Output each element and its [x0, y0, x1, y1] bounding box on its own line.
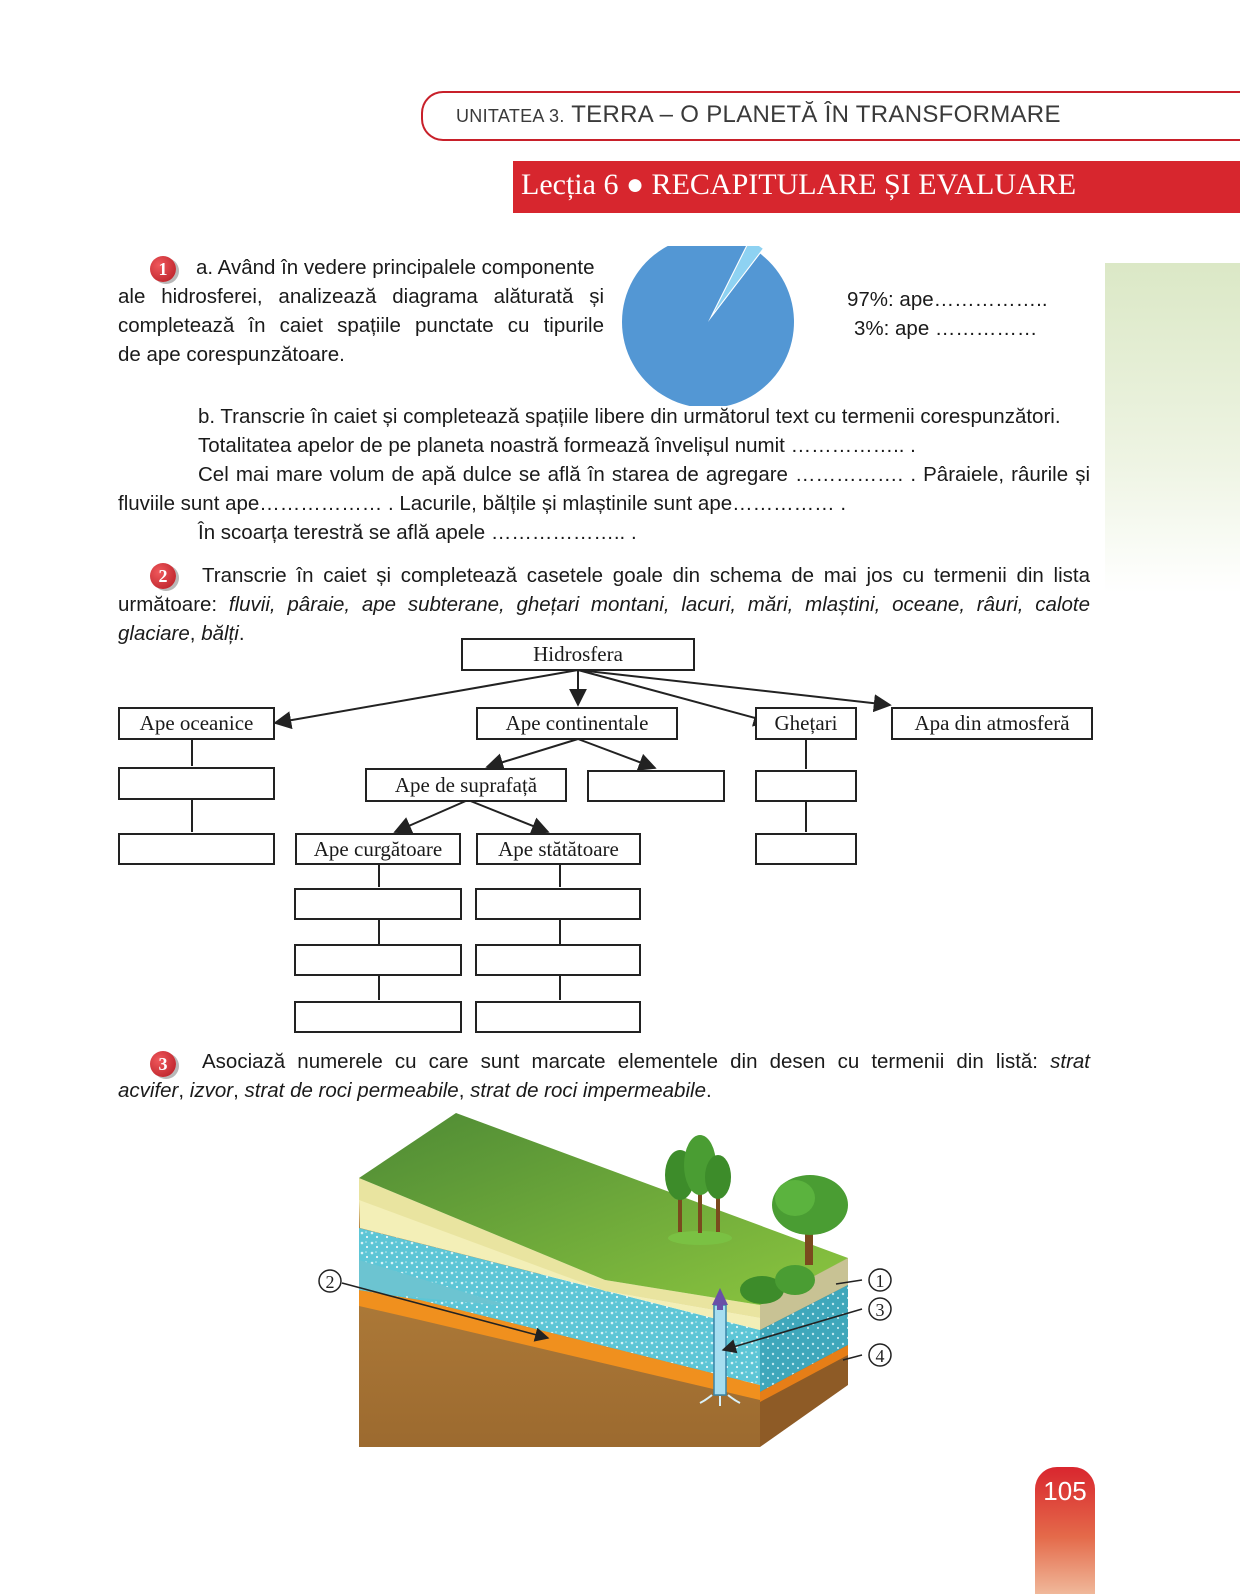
marker-1: [869, 1269, 891, 1291]
ex2-line3: glaciare, bălți.: [118, 622, 245, 645]
exercise-2-badge: 2: [150, 563, 176, 589]
ex1a-line1: a. Având în vedere principalele componente: [196, 256, 595, 279]
exercise-1-badge: 1: [150, 256, 176, 282]
ex1a-line3: completează în caiet spațiile punctate cu tipurile: [118, 314, 604, 337]
svg-text:4: 4: [875, 1346, 885, 1366]
ex1b-line1: b. Transcrie în caiet și completează spațiile libere din următorul text cu termenii corespunzători.: [198, 405, 1061, 428]
svg-text:2: 2: [325, 1272, 335, 1292]
svg-text:3: 3: [875, 1300, 885, 1320]
ex2-line2: următoare: fluvii, pâraie, ape subterane, ghețari montani, lacuri, mări, mlaștini, oceane, râuri, calote: [118, 593, 1090, 616]
box-ape-suprafata: Ape de suprafață: [365, 768, 567, 802]
ex1a-line4: de ape corespunzătoare.: [118, 343, 345, 366]
page-number: 105: [1043, 1476, 1087, 1506]
unit-header: UNITATEA 3. TERRA – O PLANETĂ ÎN TRANSFORMARE: [456, 101, 1061, 128]
ex1b-line2: Totalitatea apelor de pe planeta noastră formează învelișul numit …………….. .: [198, 434, 916, 457]
box-ape-curgatoare: Ape curgătoare: [295, 833, 461, 865]
marker-4: [869, 1344, 891, 1366]
box-ape-oceanice: Ape oceanice: [118, 707, 275, 740]
box-ape-statatoare: Ape stătătoare: [476, 833, 641, 865]
box-apa-atmosfera: Apa din atmosferă: [891, 707, 1093, 740]
pie-label-3: 3%: ape ……………: [854, 317, 1038, 340]
svg-text:1: 1: [875, 1271, 885, 1291]
ex3-line2: acvifer, izvor, strat de roci permeabile, strat de roci impermeabile.: [118, 1079, 712, 1102]
ex3-line1: Asociază numerele cu care sunt marcate elementele din desen cu termenii din listă: strat: [202, 1050, 1090, 1073]
ex1a-line2: ale hidrosferei, analizează diagrama alăturată și: [118, 285, 604, 308]
marker-3: [869, 1298, 891, 1320]
exercise-3-badge: 3: [150, 1051, 176, 1077]
pie-label-97: 97%: ape……………..: [847, 288, 1048, 311]
ex2-line1: Transcrie în caiet și completează casetele goale din schema de mai jos cu termenii din lista: [202, 564, 1090, 587]
ex1b-line3: Cel mai mare volum de apă dulce se află în starea de agregare ……………. . Pâraiele, râurile și: [198, 463, 1090, 486]
box-ape-continentale: Ape continentale: [476, 707, 678, 740]
lesson-title: Lecția 6 ● RECAPITULARE ȘI EVALUARE: [521, 168, 1077, 201]
box-ghetari: Ghețari: [755, 707, 857, 740]
marker-2: [319, 1270, 341, 1292]
ex1b-line5: În scoarța terestră se află apele ……………….. .: [198, 521, 637, 544]
box-hidrosfera: Hidrosfera: [461, 638, 695, 671]
ex1b-line4: fluviile sunt ape……………… . Lacurile, bălțile și mlaștinile sunt ape…………… .: [118, 492, 847, 515]
